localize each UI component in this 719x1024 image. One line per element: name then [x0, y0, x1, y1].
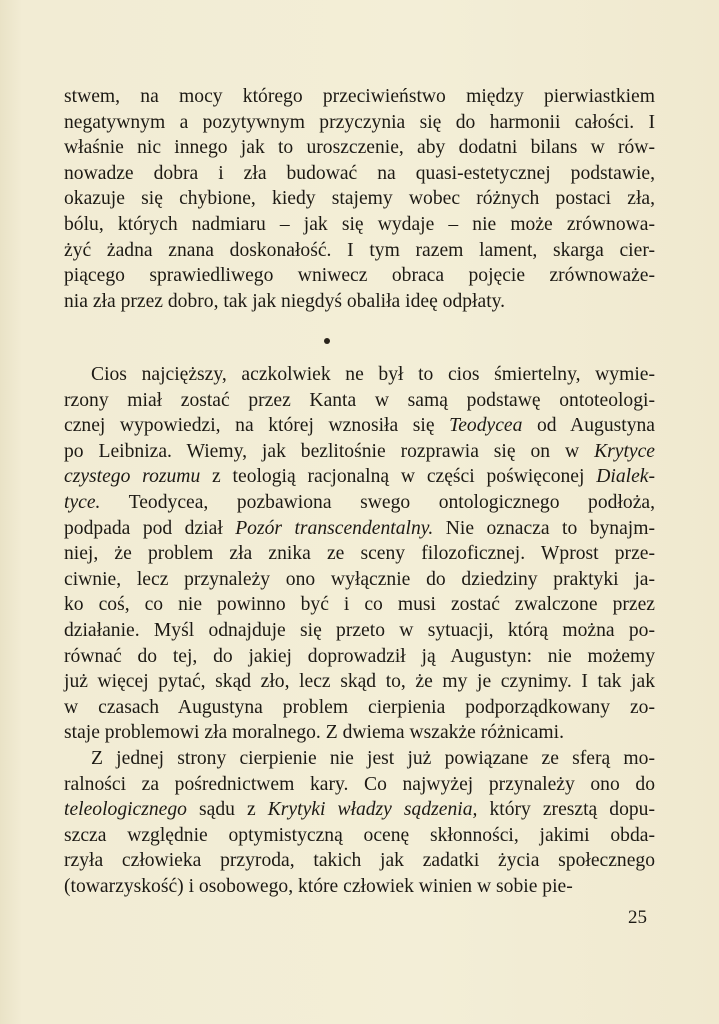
text-run: ko coś, co nie powinno być i co musi zostać zwalczone przez: [64, 594, 655, 616]
text-run: Teodycea, pozbawiona swego ontologicznego podłoża,: [100, 491, 655, 513]
text-run: równać do tej, do jakiej doprowadził ją Augustyn: nie możemy: [64, 645, 655, 667]
text-run: niej, że problem zła znika ze sceny filozoficznej. Wprost prze-: [64, 543, 655, 565]
text-line: [64, 567, 655, 593]
text-line: nia zła przez dobro, tak jak niegdyś obaliła ideę odpłaty.: [64, 290, 506, 312]
text-line: negatywnym a pozytywnym przyczynia się do harmonii całości. I: [64, 111, 655, 133]
text-line: nowadze dobra i zła budować na quasi-estetycznej podstawie,: [64, 162, 655, 184]
text-line: [64, 823, 655, 849]
text-run: działanie. Myśl odnajduje się przeto w sytuacji, którą można po-: [64, 619, 655, 641]
text-line: [64, 797, 655, 823]
text-line: bólu, których nadmiaru – jak się wydaje – nie może zrównowa-: [64, 213, 655, 235]
text-line: [64, 516, 655, 542]
paragraph-continuation: [64, 84, 655, 314]
page-number: 25: [628, 907, 647, 928]
paragraph-kant: [64, 362, 655, 746]
text-run: który zresztą dopu-: [477, 799, 655, 821]
text-run: podpada pod dział: [64, 517, 236, 539]
italic-title: teleologicznego: [64, 799, 187, 821]
italic-title: Teodycea: [449, 415, 523, 437]
italic-title: Krytyki władzy sądzenia,: [267, 799, 478, 821]
text-run: (towarzyskość) i osobowego, które człowiek winien w sobie pie-: [64, 875, 573, 897]
text-run: Z jednej strony cierpienie nie jest już powiązane ze sferą mo-: [91, 747, 655, 769]
text-line: [64, 490, 655, 516]
italic-title: Pozór transcendentalny.: [235, 517, 434, 539]
text-line: [64, 669, 655, 695]
italic-title: Krytyce: [594, 440, 655, 462]
text-run: Cios najcięższy, aczkolwiek ne był to cios śmiertelny, wymie-: [91, 364, 655, 385]
text-line: [64, 413, 655, 439]
text-line: [64, 592, 655, 618]
text-line: [64, 874, 655, 900]
text-run: rzony miał zostać przez Kanta w samą podstawę ontoteologi-: [64, 389, 655, 411]
text-run: już więcej pytać, skąd zło, lecz skąd to, że my je czynimy. I tak jak: [64, 671, 655, 693]
text-run: szcza względnie optymistyczną ocenę skłonności, jakimi obda-: [64, 824, 655, 846]
text-line: właśnie nic innego jak to uroszczenie, aby dodatni bilans w rów-: [64, 137, 655, 159]
text-run: od Augustyna: [522, 415, 655, 437]
text-line: [64, 618, 655, 644]
text-line: [64, 362, 655, 388]
text-line: [64, 720, 655, 746]
text-line: [64, 439, 655, 465]
text-line: [64, 644, 655, 670]
italic-title: tyce.: [64, 491, 101, 513]
italic-title: czystego rozumu: [64, 466, 201, 488]
italic-title: Dialek-: [596, 466, 655, 488]
text-line: [64, 695, 655, 721]
text-line: żyć żadna znana doskonałość. I tym razem lament, skarga cier-: [64, 239, 655, 261]
text-run: po Leibniza. Wiemy, jak bezlitośnie rozprawia się on w: [64, 440, 595, 462]
text-line: piącego sprawiedliwego wniwecz obraca pojęcie zrównoważe-: [64, 265, 655, 287]
text-line: [64, 746, 655, 772]
text-run: z teologią racjonalną w części poświęconej: [200, 466, 597, 488]
text-run: ciwnie, lecz przynależy ono wyłącznie do dziedziny praktyki ja-: [64, 568, 655, 590]
text-run: ralności za pośrednictwem kary. Co najwyżej przynależy ono do: [64, 773, 655, 795]
text-line: stwem, na mocy którego przeciwieństwo między pierwiastkiem: [64, 86, 655, 107]
text-line: okazuje się chybione, kiedy stajemy wobec różnych postaci zła,: [64, 188, 655, 210]
text-run: rzyła człowieka przyroda, takich jak zadatki życia społecznego: [64, 850, 655, 872]
text-line: [64, 848, 655, 874]
text-run: cznej wypowiedzi, na której wznosiła się: [64, 415, 450, 437]
text-line: [64, 464, 655, 490]
text-run: w czasach Augustyna problem cierpienia podporządkowany zo-: [64, 696, 655, 718]
text-run: Nie oznacza to bynajm-: [433, 517, 655, 539]
paragraph-section: [64, 362, 655, 899]
text-run: sądu z: [186, 799, 268, 821]
paragraph-suffering: [64, 746, 655, 900]
text-run: staje problemowi zła moralnego. Z dwiema wszakże różnicami.: [64, 722, 564, 744]
section-separator-dot: [324, 338, 330, 344]
text-line: [64, 772, 655, 798]
text-line: [64, 388, 655, 414]
text-line: [64, 541, 655, 567]
